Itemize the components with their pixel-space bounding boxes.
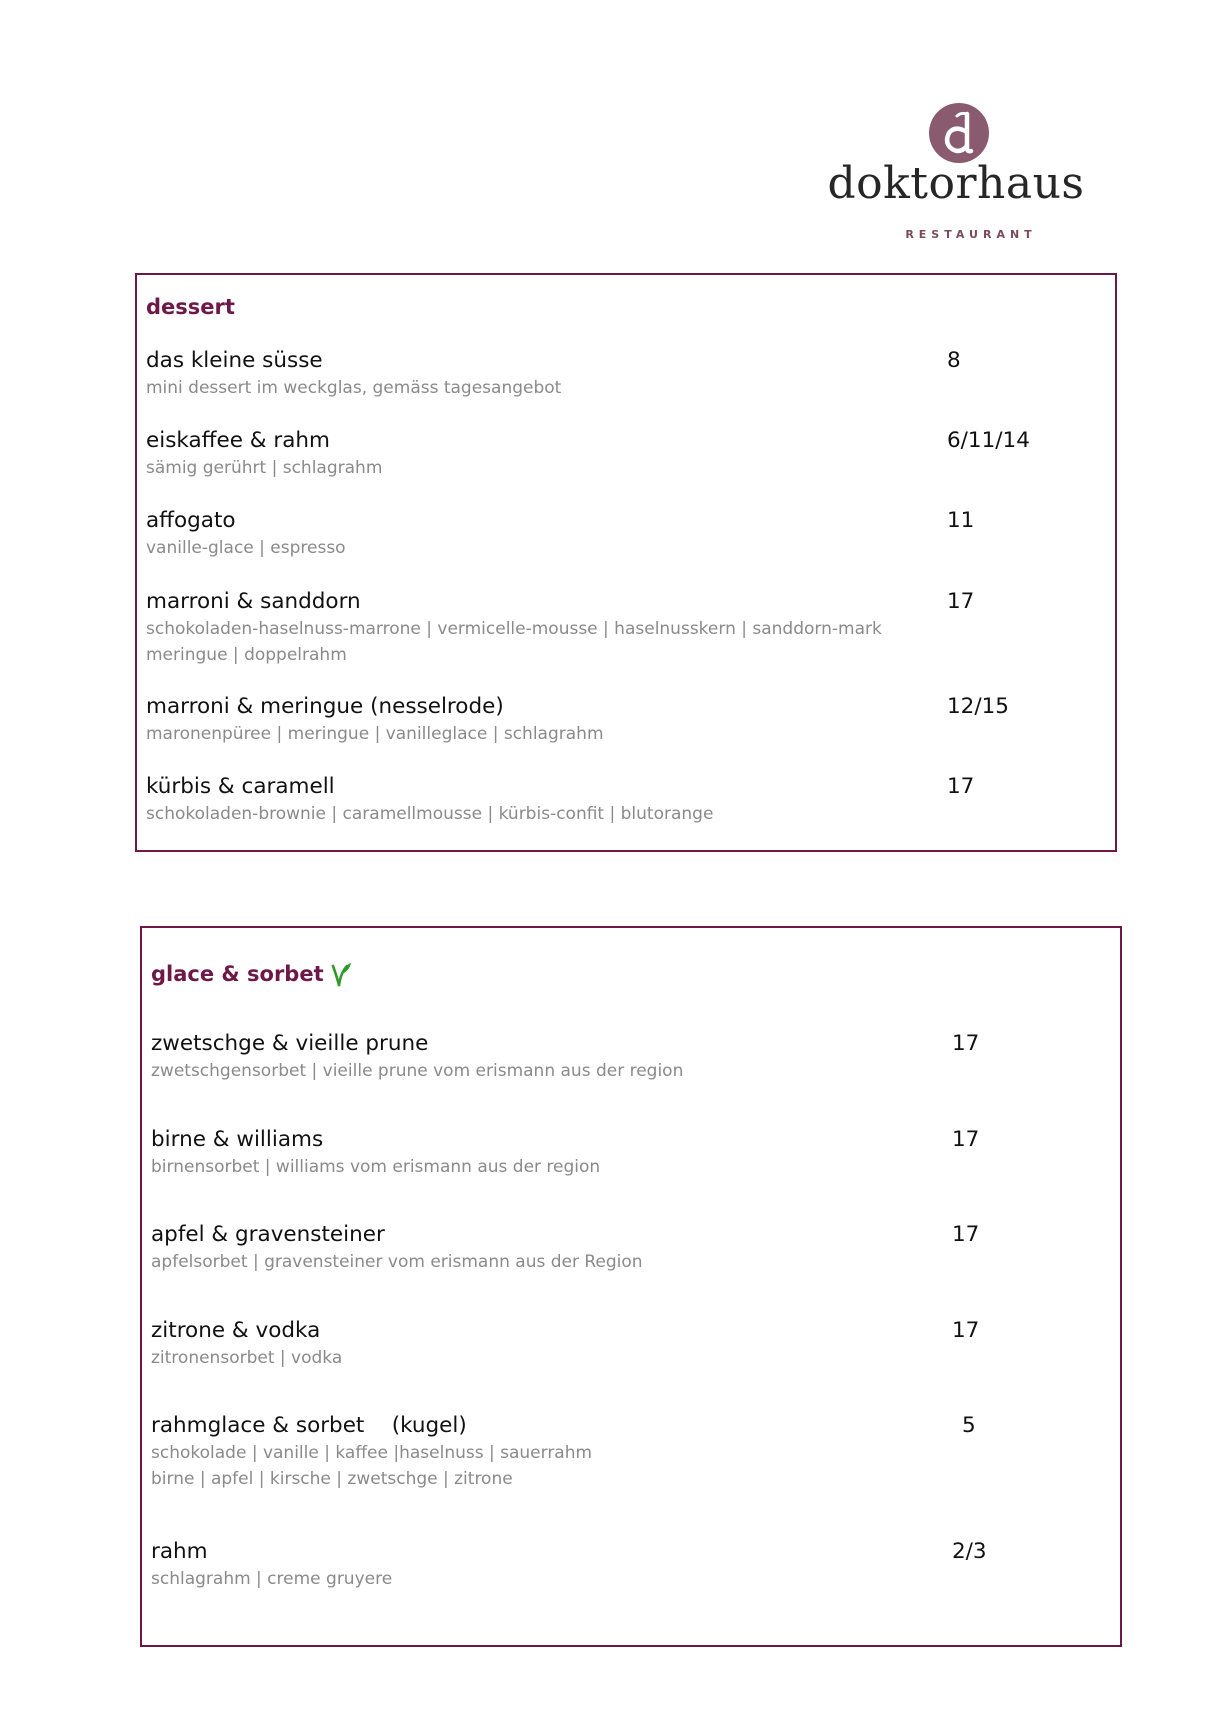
item-price: 17 <box>947 589 975 614</box>
item-name: rahm <box>151 1539 208 1564</box>
menu-item <box>146 507 1106 561</box>
item-name: kürbis & caramell <box>146 774 335 799</box>
item-price: 11 <box>947 508 975 533</box>
menu-item <box>146 588 1106 668</box>
letter-d-circle-logo-icon <box>928 102 990 164</box>
menu-item <box>151 1412 1111 1492</box>
item-name: marroni & meringue (nesselrode) <box>146 694 504 719</box>
item-description: mini dessert im weckglas, gemäss tagesangebot <box>146 378 562 398</box>
item-price: 17 <box>947 774 975 799</box>
item-price: 17 <box>952 1127 980 1152</box>
item-name: rahmglace & sorbet (kugel) <box>151 1413 467 1438</box>
item-price: 6/11/14 <box>947 428 1030 453</box>
item-description: birnensorbet | williams vom erismann aus der region <box>151 1157 601 1177</box>
item-name: affogato <box>146 508 236 533</box>
item-description: apfelsorbet | gravensteiner vom erismann aus der Region <box>151 1252 643 1272</box>
menu-item <box>146 427 1106 481</box>
menu-item <box>151 1538 1111 1592</box>
item-name: birne & williams <box>151 1127 324 1152</box>
brand-name: doktorhaus <box>827 158 1085 209</box>
item-name: apfel & gravensteiner <box>151 1222 385 1247</box>
menu-item <box>146 773 1106 827</box>
item-description: schokoladen-haselnuss-marrone | vermicelle-mousse | haselnusskern | sanddorn-mark <box>146 619 882 639</box>
menu-item <box>151 1317 1111 1371</box>
item-description: schokoladen-brownie | caramellmousse | kürbis-confit | blutorange <box>146 804 714 824</box>
item-description: zitronensorbet | vodka <box>151 1348 343 1368</box>
item-description: maronenpüree | meringue | vanilleglace | schlagrahm <box>146 724 604 744</box>
item-description: sämig gerührt | schlagrahm <box>146 458 383 478</box>
menu-item <box>151 1221 1111 1275</box>
menu-item <box>146 693 1106 747</box>
item-description: schokolade | vanille | kaffee |haselnuss | sauerrahm <box>151 1443 593 1463</box>
brand-subtitle: RESTAURANT <box>905 228 1037 241</box>
restaurant-logo <box>820 100 1090 250</box>
item-price: 17 <box>952 1318 980 1343</box>
item-name: zitrone & vodka <box>151 1318 321 1343</box>
item-name: das kleine süsse <box>146 348 323 373</box>
item-description: schlagrahm | creme gruyere <box>151 1569 393 1589</box>
item-name: eiskaffee & rahm <box>146 428 330 453</box>
menu-item <box>146 347 1106 401</box>
item-description: birne | apfel | kirsche | zwetschge | zitrone <box>151 1469 513 1489</box>
vegan-leaf-icon <box>330 962 352 988</box>
item-name: marroni & sanddorn <box>146 589 361 614</box>
menu-item <box>151 1030 1111 1084</box>
item-description: meringue | doppelrahm <box>146 645 347 665</box>
section-title: glace & sorbet <box>151 962 352 988</box>
item-price: 12/15 <box>947 694 1009 719</box>
item-price: 17 <box>952 1222 980 1247</box>
item-name: zwetschge & vieille prune <box>151 1031 429 1056</box>
section-title: dessert <box>146 295 235 319</box>
item-price: 17 <box>952 1031 980 1056</box>
item-description: vanille-glace | espresso <box>146 538 346 558</box>
dessert-section <box>135 273 1117 852</box>
item-price: 2/3 <box>952 1539 987 1564</box>
glace-sorbet-section <box>140 926 1122 1647</box>
menu-item <box>151 1126 1111 1180</box>
item-description: zwetschgensorbet | vieille prune vom erismann aus der region <box>151 1061 684 1081</box>
item-price: 5 <box>962 1413 976 1438</box>
item-price: 8 <box>947 348 961 373</box>
